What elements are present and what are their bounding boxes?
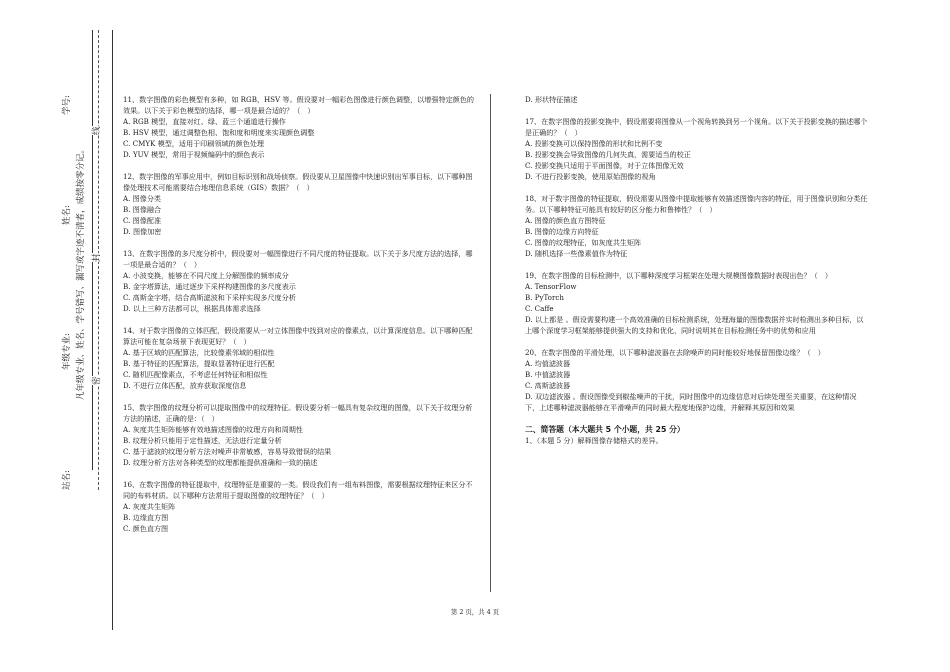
question-block	[525, 193, 870, 259]
question-block	[123, 94, 478, 160]
question-option: A. TensorFlow	[525, 282, 577, 291]
question-option: A. 基于区域的匹配算法，比较像素邻域的相似性	[123, 348, 275, 357]
question-block	[123, 479, 478, 534]
question-stem: 15、数字图像的纹理分析可以提取图像中的纹理特征。假设要分析一幅具有复杂纹理的图像，以下关于纹理分析方法的描述，正确的是：（ ）	[123, 403, 473, 423]
binding-margin	[0, 0, 118, 672]
question-option: A. 均值滤波器	[525, 359, 571, 368]
q16-option-d: D. 形状特征描述	[525, 95, 578, 104]
question-option: D. 以上都是 。假设需要构建一个高效准确的目标检测系统，处理海量的图像数据并实时检测出多种目标，以上哪个深度学习框架能够提供强大的支持和优化，同时说明其在目标检测任务中的优势和应用	[525, 315, 864, 335]
question-option: A. 图像的颜色直方图特征	[525, 216, 606, 225]
major-label: 年级专业:	[62, 333, 72, 370]
question-block	[123, 171, 478, 237]
question-block	[123, 325, 478, 391]
section-2-question-1: 1、（本题 5 分）解释图像存储格式的差异。	[525, 436, 663, 445]
exam-no-label: 学号:	[62, 95, 72, 115]
question-option: A. 灰度共生矩阵	[123, 502, 176, 511]
question-stem: 11、数字图像的彩色模型有多种，如 RGB、HSV 等。假设要对一幅彩色图像进行颜色调整，以增强特定颜色的效果。以下关于彩色模型的选择，哪一项是最合适的？（ ）	[123, 95, 474, 115]
question-option: B. 图像融合	[123, 205, 162, 214]
left-column	[123, 94, 478, 545]
question-option: D. 双边滤波器 。假设图像受到椒盐噪声的干扰，同时图像中的边缘信息对后续处理至关重要，在这种情况下，上述哪种滤波器能够在平滑噪声的同时最大程度地保护边缘，并解释其原因和效果	[525, 392, 857, 412]
question-option: A. 图像分类	[123, 194, 162, 203]
right-column	[525, 94, 870, 446]
question-option: B. 边缘直方图	[123, 513, 169, 522]
question-option: C. 基于滤波的纹理分析方法对噪声非常敏感，容易导致错误的结果	[123, 447, 332, 456]
question-option: D. 图像加密	[123, 227, 162, 236]
question-option: B. 纹理分析只能用于定性描述，无法进行定量分析	[123, 436, 282, 445]
question-option: A. 小波变换，能够在不同尺度上分解图像的频率成分	[123, 271, 289, 280]
question-stem: 13、在数字图像的多尺度分析中，假设要对一幅图像进行不同尺度的特征提取。以下关于多尺度方法的选择，哪一项是最合适的？（ ）	[123, 249, 473, 269]
question-option: C. 图像的纹理特征，如灰度共生矩阵	[525, 238, 642, 247]
page-footer: 第 2 页，共 4 页	[450, 608, 500, 616]
question-stem: 14、对于数字图像的立体匹配，假设需要从一对立体图像中找到对应的像素点，以计算深度信息。以下哪种匹配算法可能在复杂场景下表现更好？（ ）	[123, 326, 473, 346]
name-label: 姓名:	[62, 205, 72, 225]
question-stem: 16、在数字图像的特征提取中，纹理特征是重要的一类。假设我们有一组布料图像，需要根据纹理特征来区分不同的布料材质。以下哪种方法常用于提取图像的纹理特征？（ ）	[123, 480, 473, 500]
question-block	[525, 347, 870, 413]
section-2-title: 二、简答题（本大题共 5 个小题，共 25 分）	[525, 425, 685, 434]
question-block	[123, 402, 478, 468]
question-stem: 20、在数字图像的平滑处理，以下哪种滤波器在去除噪声的同时能较好地保留图像边缘？（ ）	[525, 348, 825, 357]
question-block	[123, 248, 478, 314]
question-option: B. 基于特征的匹配算法，提取显著特征进行匹配	[123, 359, 275, 368]
question-option: B. 投影变换会导致图像的几何失真，需要适当的校正	[525, 150, 691, 159]
question-option: D. 以上三种方法都可以，根据具体需求选择	[123, 304, 261, 313]
question-block	[525, 270, 870, 336]
question-option: D. 纹理分析方法对各种类型的纹理都能提供准确和一致的描述	[123, 458, 318, 467]
question-option: B. 金字塔算法，通过逐步下采样构建图像的多尺度表示	[123, 282, 296, 291]
question-stem: 18、对于数字图像的特征提取，假设需要从图像中提取能够有效描述图像内容的特征，用于图像识别和分类任务。以下哪种特征可能具有较好的区分能力和鲁棒性？（ ）	[525, 194, 868, 214]
question-option: A. 灰度共生矩阵能够有效地描述图像的纹理方向和周期性	[123, 425, 303, 434]
binding-inner-line	[112, 30, 113, 630]
seal-xian: 线	[92, 126, 102, 135]
question-option: C. 高斯滤波器	[525, 381, 571, 390]
question-option: D. YUV 模型，常用于视频编码中的颜色表示	[123, 150, 265, 159]
question-option: C. 随机匹配像素点，不考虑任何特征和相似性	[123, 370, 268, 379]
question-option: C. CMYK 模型，适用于印刷领域的颜色处理	[123, 139, 265, 148]
question-option: C. 高斯金字塔，结合高斯滤波和下采样实现多尺度分析	[123, 293, 296, 302]
question-option: B. 中值滤波器	[525, 370, 571, 379]
question-option: C. Caffe	[525, 304, 554, 313]
question-option: D. 不进行投影变换，使用原始图像的视角	[525, 172, 656, 181]
question-block	[525, 116, 870, 182]
question-option: B. HSV 模型，通过调整色相、饱和度和明度来实现颜色调整	[123, 128, 315, 137]
question-option: B. 图像的边缘方向特征	[525, 227, 599, 236]
seal-mi: 密	[92, 376, 102, 385]
question-stem: 17、在数字图像的投影变换中，假设需要将图像从一个视角转换到另一个视角。以下关于投影变换的描述哪个是正确的？（ ）	[525, 117, 868, 137]
seal-feng: 封	[92, 253, 102, 262]
question-option: A. RGB 模型，直接对红、绿、蓝三个通道进行操作	[123, 117, 286, 126]
column-divider	[490, 94, 491, 592]
question-option: A. 投影变换可以保持图像的形状和比例不变	[525, 139, 663, 148]
question-option: C. 投影变换只适用于平面图像，对于立体图像无效	[525, 161, 684, 170]
school-label: 站名:	[62, 470, 72, 490]
question-stem: 12、数字图像的军事应用中，例如目标识别和战场侦察。假设要从卫星图像中快速识别出军事目标，以下哪种图像处理技术可能需要结合地理信息系统（GIS）数据？（ ）	[123, 172, 473, 192]
binding-solid-line	[92, 30, 93, 470]
question-option: C. 颜色直方图	[123, 524, 169, 533]
question-option: C. 图像配准	[123, 216, 162, 225]
question-option: D. 不进行立体匹配，放弃获取深度信息	[123, 381, 247, 390]
question-stem: 19、在数字图像的目标检测中，以下哪种深度学习框架在处理大规模图像数据时表现出色？（ ）	[525, 271, 832, 280]
question-option: D. 随机选择一些像素值作为特征	[525, 249, 628, 258]
question-option: B. PyTorch	[525, 293, 564, 302]
binding-warning: 凡年级专业、姓名、学号错写、漏写或字迹不清者，成绩按零分记。	[76, 144, 86, 400]
